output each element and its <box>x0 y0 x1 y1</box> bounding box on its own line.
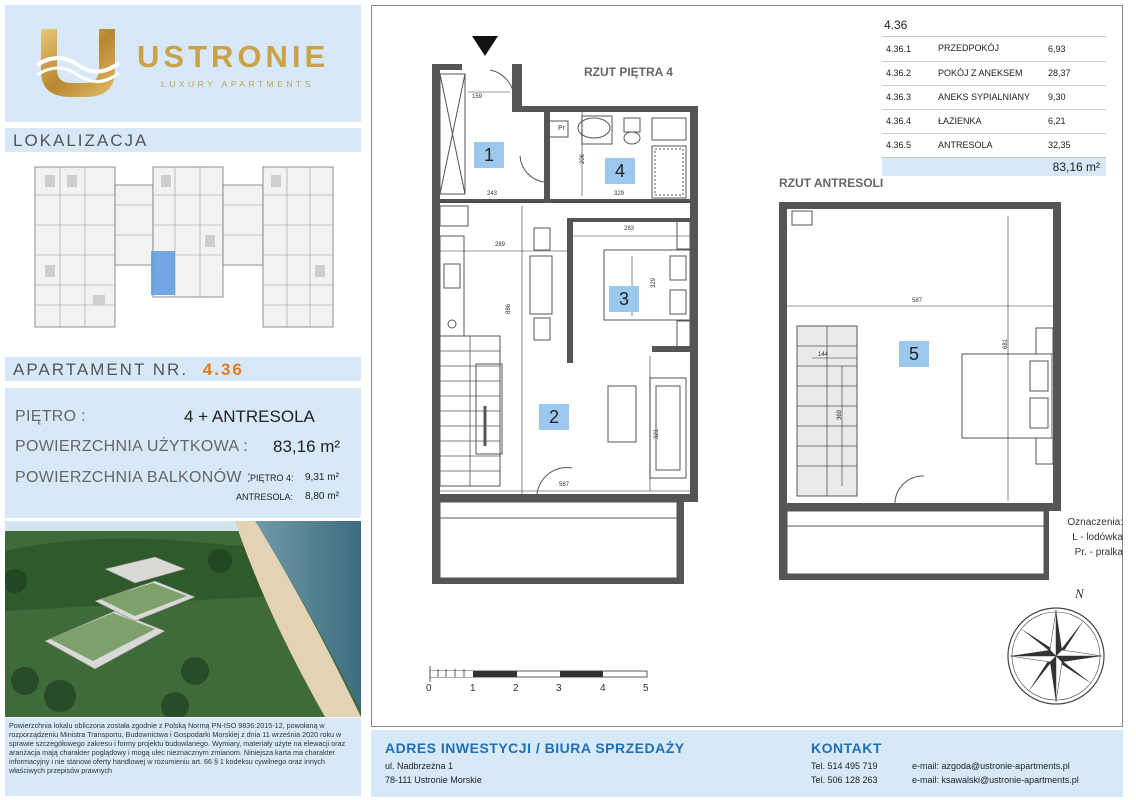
legend-title: Oznaczenia: <box>1067 517 1123 528</box>
entry-arrow-icon <box>472 36 498 56</box>
floor-plan-drawing <box>372 6 1122 726</box>
unit-number: 4.36 <box>882 16 1106 37</box>
floor-plan-frame <box>371 5 1123 727</box>
address-title: ADRES INWESTYCJI / BIURA SPRZEDAŻY <box>385 740 685 756</box>
compass-rose-icon <box>1008 608 1104 704</box>
dim-label: 159 <box>472 94 483 100</box>
footer <box>371 730 1123 797</box>
dim-label: 369 <box>837 409 844 421</box>
dim-label: 144 <box>818 352 829 358</box>
localization-header <box>5 128 361 152</box>
dim-label: 329 <box>651 277 658 289</box>
apartment-label: APARTAMENT NR. <box>13 360 189 379</box>
apartment-highlight <box>151 251 175 295</box>
dim-label: 587 <box>912 298 923 304</box>
email-2[interactable]: e-mail: ksawalski@ustronie-apartments.pl <box>912 775 1079 785</box>
mezzanine-plan-title: RZUT ANTRESOLI <box>779 176 884 190</box>
scale-label: 1 <box>470 683 476 694</box>
compass-north-label: N <box>1075 586 1084 601</box>
area-label: POWIERZCHNIA UŻYTKOWA : <box>15 438 248 455</box>
brand-logo-icon <box>33 25 123 105</box>
apartment-info <box>5 388 361 518</box>
legend-fridge: L - lodówka <box>1072 532 1123 543</box>
room-area: 6,93 <box>1044 37 1106 61</box>
room-area: 32,35 <box>1044 133 1106 157</box>
room-name: POKÓJ Z ANEKSEM <box>934 61 1044 85</box>
contact-title: KONTAKT <box>811 740 882 756</box>
legend-washer: Pr. - pralka <box>1074 547 1123 558</box>
room-id: 4.36.1 <box>882 37 934 61</box>
scale-label: 5 <box>643 683 649 694</box>
phone-2[interactable]: Tel. 506 128 263 <box>811 775 878 785</box>
apartment-header <box>5 357 361 381</box>
floor-label: PIĘTRO : <box>15 408 86 425</box>
washer-label: Pr <box>558 125 565 132</box>
balcony-label: POWIERZCHNIA BALKONÓW : <box>15 469 252 486</box>
dim-label: 243 <box>487 191 498 197</box>
room-number-3: 3 <box>609 286 639 312</box>
room-number-2: 2 <box>539 404 569 430</box>
room-number-1: 1 <box>474 142 504 168</box>
scale-label: 3 <box>556 683 562 694</box>
scale-label: 4 <box>600 683 606 694</box>
scale-bar <box>430 666 647 682</box>
room-id: 4.36.4 <box>882 109 934 133</box>
room-area: 28,37 <box>1044 61 1106 85</box>
balcony-mezz-label: ANTRESOLA: <box>236 492 294 502</box>
location-plan-image <box>5 155 361 355</box>
phone-1[interactable]: Tel. 514 495 719 <box>811 761 878 771</box>
logo-box <box>5 5 361 122</box>
dim-label: 206 <box>580 153 587 165</box>
room-id: 4.36.3 <box>882 85 934 109</box>
floor-value: 4 + ANTRESOLA <box>184 407 315 426</box>
room-area: 6,21 <box>1044 109 1106 133</box>
building-render-image <box>5 521 361 717</box>
dim-label: 681 <box>1003 338 1010 350</box>
room-name: ANTRESOLA <box>934 133 1044 157</box>
dim-label: 587 <box>559 482 570 488</box>
localization-title: LOKALIZACJA <box>13 131 149 150</box>
legend <box>1057 515 1123 560</box>
room-id: 4.36.2 <box>882 61 934 85</box>
left-panel <box>0 0 368 800</box>
room-id: 4.36.5 <box>882 133 934 157</box>
dim-label: 289 <box>495 242 506 248</box>
scale-label: 0 <box>426 683 432 694</box>
balcony-floor-label: PIĘTRO 4: <box>250 473 294 483</box>
email-1[interactable]: e-mail: azgoda@ustronie-apartments.pl <box>912 761 1070 771</box>
location-map <box>5 155 361 355</box>
dim-label: 321 <box>654 428 661 440</box>
balcony-mezz-value: 8,80 m² <box>305 491 339 502</box>
scale-label: 2 <box>513 683 519 694</box>
area-value: 83,16 m² <box>273 437 341 456</box>
total-area: 83,16 m² <box>882 158 1106 176</box>
room-area: 9,30 <box>1044 85 1106 109</box>
dim-label: 886 <box>506 303 513 315</box>
room-number-5: 5 <box>899 341 929 367</box>
floor-plan-title: RZUT PIĘTRA 4 <box>584 65 673 79</box>
legal-note: Powierzchnia lokalu obliczona została zgodnie z Polską Normą PN-ISO 9836:2015-12, powołaną w rozporządzeniu Ministra Transportu, Budownictwa i Gospodarki Morskiej z dnia 11 września 2020 roku w sprawie szczegółowego zakresu i formy projektu budowlanego. Wymiary, materiały użyte na elewacji oraz aranżacja mają charakter poglądowy i mogą ulec nieznacznym zmianom. Niniejsza karta ma charakter informacyjny i nie stanowi oferty handlowej w rozumieniu art. 66 § 1 kodeksu cywilnego oraz innych właściwych przepisów prawnych <box>5 718 361 796</box>
brand-name: USTRONIE <box>137 39 330 74</box>
dim-label: 329 <box>614 191 625 197</box>
room-name: PRZEDPOKÓJ <box>934 37 1044 61</box>
apartment-number: 4.36 <box>202 360 244 379</box>
address-line2: 78-111 Ustronie Morskie <box>385 775 482 785</box>
brand-tagline: LUXURY APARTMENTS <box>161 79 314 89</box>
address-line1: ul. Nadbrzeżna 1 <box>385 761 454 771</box>
room-name: ŁAZIENKA <box>934 109 1044 133</box>
room-number-4: 4 <box>605 158 635 184</box>
balcony-floor-value: 9,31 m² <box>305 472 339 483</box>
dim-label: 283 <box>624 226 635 232</box>
room-name: ANEKS SYPIALNIANY <box>934 85 1044 109</box>
